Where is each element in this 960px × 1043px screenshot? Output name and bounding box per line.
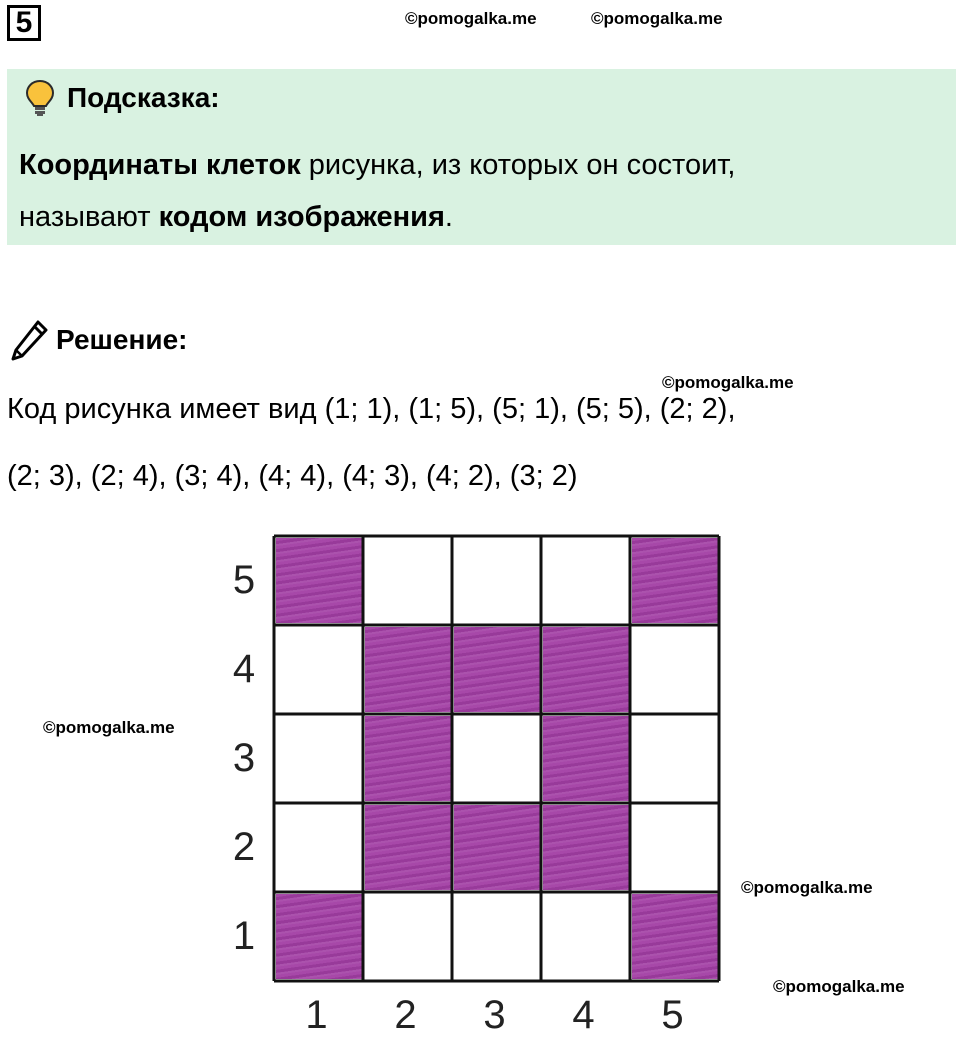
x-axis-label: 3 [483,993,506,1037]
hint-title-label: Подсказка: [67,82,220,113]
watermark: ©pomogalka.me [662,373,794,392]
watermark: ©pomogalka.me [405,9,537,28]
watermark: ©pomogalka.me [43,718,175,737]
task-number: 5 [7,5,41,41]
x-axis-label: 5 [661,993,684,1037]
solution-line-1: Код рисунка имеет вид (1; 1), (1; 5), (5; 1), (5; 5), (2; 2), [7,393,736,425]
lightbulb-icon [25,79,55,117]
hint-line-2: называют кодом изображения. [19,201,453,233]
grid-lines [222,522,738,1002]
y-axis-label: 1 [232,914,256,958]
solution-title-label: Решение: [56,324,188,355]
hint-box [7,69,956,245]
hint-line-1: Координаты клеток рисунка, из которых он состоит, [19,149,736,181]
coordinate-grid-figure [222,522,738,1040]
solution-title [10,318,187,362]
y-axis-label: 3 [232,736,256,780]
hint-title [25,79,220,117]
pencil-icon [10,318,50,362]
watermark: ©pomogalka.me [591,9,723,28]
watermark: ©pomogalka.me [773,977,905,996]
y-axis-label: 2 [232,825,256,869]
solution-line-2: (2; 3), (2; 4), (3; 4), (4; 4), (4; 3), (4; 2), (3; 2) [7,460,578,492]
x-axis-label: 1 [305,993,328,1037]
y-axis-label: 4 [232,647,256,691]
x-axis-label: 4 [572,993,595,1037]
y-axis-label: 5 [232,558,256,602]
watermark: ©pomogalka.me [741,878,873,897]
x-axis-label: 2 [394,993,417,1037]
